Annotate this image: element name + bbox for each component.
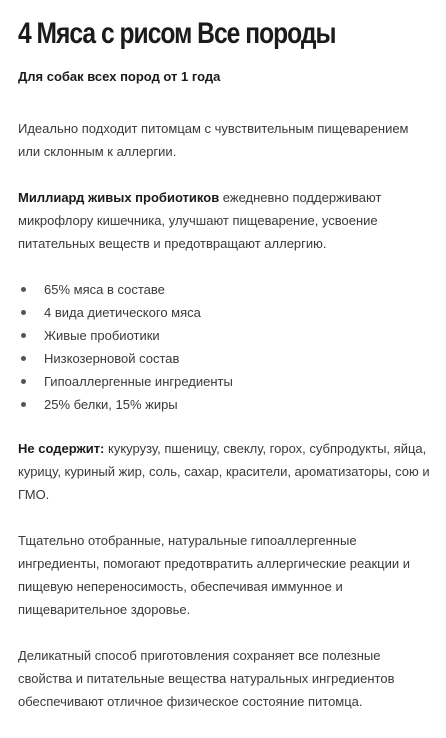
feature-text: Живые пробиотики [44, 328, 160, 343]
probiotics-bold-text: Миллиард живых пробиотиков [18, 190, 220, 205]
feature-text: 65% мяса в составе [44, 282, 165, 297]
probiotics-paragraph [18, 186, 434, 255]
list-item [18, 370, 434, 393]
list-item [18, 393, 434, 416]
not-contains-label: Не содержит: [18, 441, 105, 456]
intro-paragraph: Идеально подходит питомцам с чувствительным пищеварением или склонным к аллергии. [18, 121, 409, 159]
feature-text: 25% белки, 15% жиры [44, 397, 178, 412]
bullet-icon [21, 379, 26, 384]
bullet-icon [21, 333, 26, 338]
feature-text: 4 вида диетического мяса [44, 305, 201, 320]
product-subtitle: Для собак всех пород от 1 года [18, 69, 221, 84]
bullet-icon [21, 310, 26, 315]
list-item [18, 324, 434, 347]
list-item [18, 301, 434, 324]
features-list [18, 278, 434, 416]
not-contains-text: кукурузу, пшеницу, свеклу, горох, субпродукты, яйца, курицу, куриный жир, соль, сахар, красители, ароматизаторы, сою и ГМО. [18, 441, 430, 502]
bullet-icon [21, 402, 26, 407]
product-title: 4 Мяса с рисом Все породы [18, 17, 336, 50]
bullet-icon [21, 356, 26, 361]
feature-text: Низкозерновой состав [44, 351, 180, 366]
list-item [18, 278, 434, 301]
bullet-icon [21, 287, 26, 292]
cooking-paragraph: Деликатный способ приготовления сохраняет все полезные свойства и питательные вещества натуральных ингредиентов обеспечивают отличное физическое состояние питомца. [18, 648, 395, 709]
ingredients-paragraph: Тщательно отобранные, натуральные гипоаллергенные ингредиенты, помогают предотвратить аллергические реакции и пищевую непереносимость, обеспечивая иммунное и пищеварительное здоровье. [18, 533, 410, 617]
list-item [18, 347, 434, 370]
feature-text: Гипоаллергенные ингредиенты [44, 374, 233, 389]
probiotics-text: ежедневно поддерживают микрофлору кишечника, улучшают пищеварение, усвоение питательных веществ и предотвращают аллергию. [18, 190, 382, 251]
not-contains-paragraph [18, 437, 434, 506]
